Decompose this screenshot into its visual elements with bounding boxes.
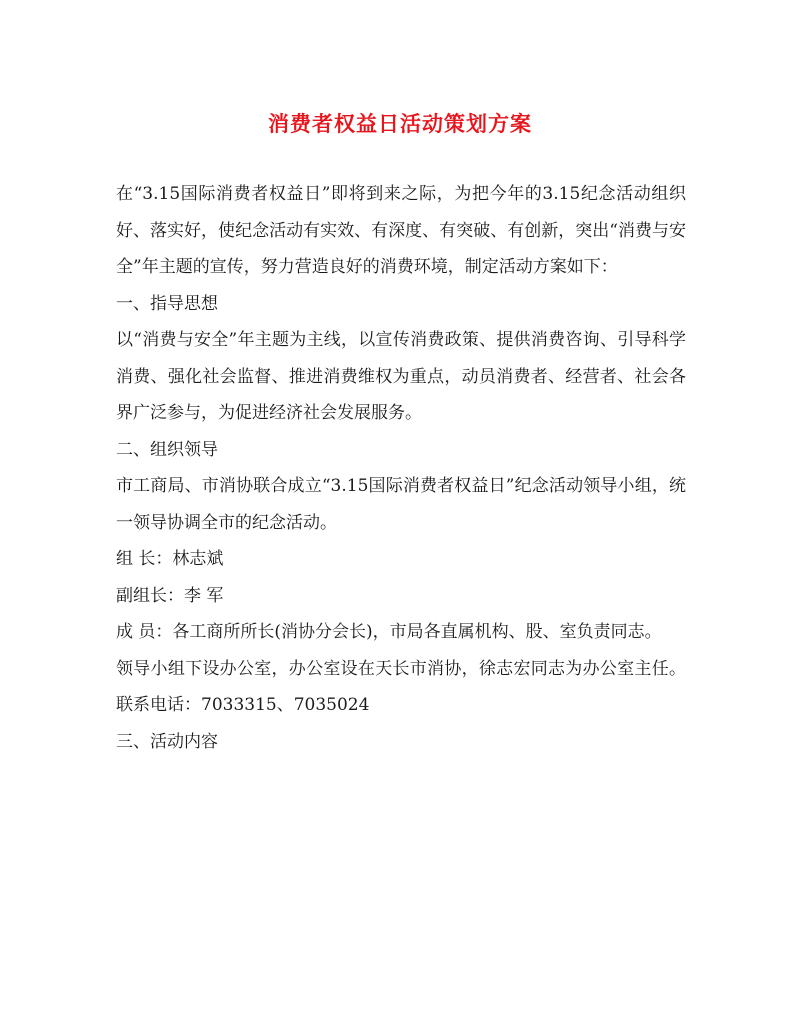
members-line: 成 员：各工商所所长(消协分会长)，市局各直属机构、股、室负责同志。 xyxy=(116,622,662,642)
section-heading-organization: 二、组织领导 xyxy=(116,439,218,460)
organization-paragraph: 市工商局、市消协联合成立“3.15国际消费者权益日”纪念活动领导小组，统一领导协调全市的纪念活动。 xyxy=(116,476,686,533)
deputy-leader-line: 副组长：李 军 xyxy=(116,585,224,606)
document-body xyxy=(116,176,686,760)
section-heading-guiding-principle: 一、指导思想 xyxy=(116,293,218,314)
document-title: 消费者权益日活动策划方案 xyxy=(268,111,532,136)
section-heading-activities: 三、活动内容 xyxy=(116,731,218,752)
guiding-principle-paragraph: 以“消费与安全”年主题为主线，以宣传消费政策、提供消费咨询、引导科学消费、强化社会监督、推进消费维权为重点，动员消费者、经营者、社会各界广泛参与，为促进经济社会发展服务。 xyxy=(116,330,686,423)
intro-paragraph: 在“3.15国际消费者权益日”即将到来之际，为把今年的3.15纪念活动组织好、落实好，使纪念活动有实效、有深度、有突破、有创新，突出“消费与安全”年主题的宣传，努力营造良好的消费环境，制定活动方案如下： xyxy=(116,184,686,277)
group-leader-line: 组 长：林志斌 xyxy=(116,549,224,569)
office-paragraph: 领导小组下设办公室，办公室设在天长市消协，徐志宏同志为办公室主任。联系电话：7033315、7035024 xyxy=(116,658,686,715)
